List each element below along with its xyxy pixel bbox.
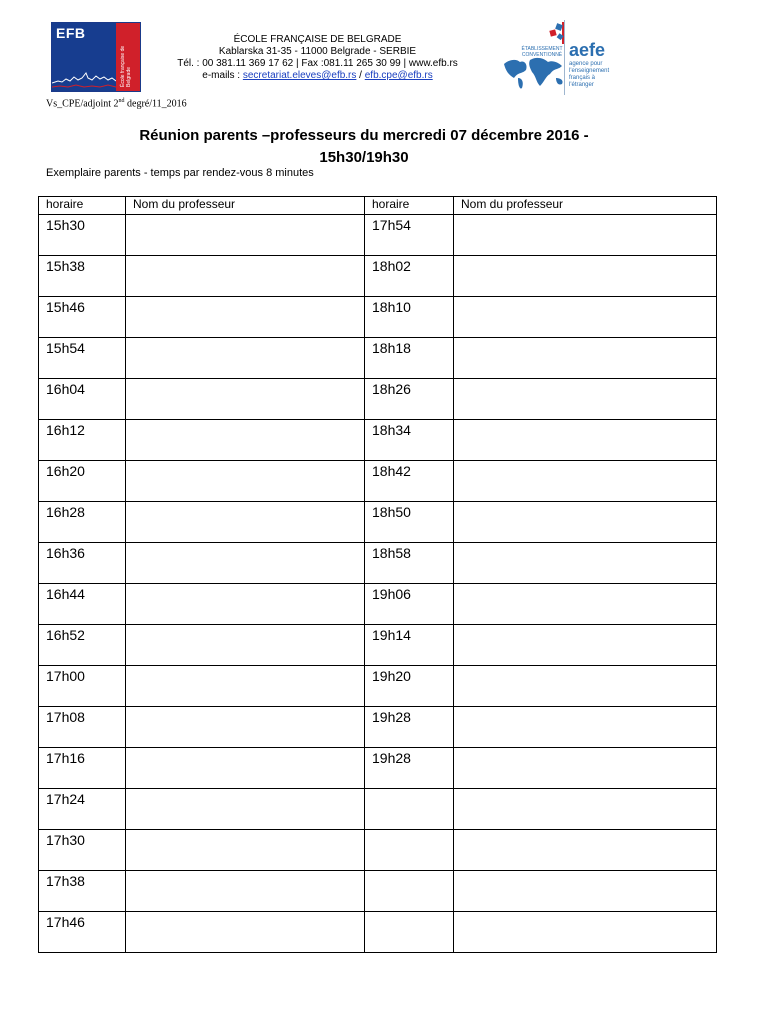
time-cell: 16h20 bbox=[39, 461, 126, 502]
teacher-cell[interactable] bbox=[126, 830, 365, 871]
teacher-cell[interactable] bbox=[126, 215, 365, 256]
teacher-cell[interactable] bbox=[454, 297, 717, 338]
time-cell bbox=[365, 789, 454, 830]
time-cell bbox=[365, 830, 454, 871]
meeting-title-line1: Réunion parents –professeurs du mercredi 07 décembre 2016 - bbox=[139, 127, 589, 144]
table-row bbox=[39, 584, 717, 625]
teacher-cell[interactable] bbox=[454, 625, 717, 666]
aefe-wordmark: aefe bbox=[569, 40, 606, 60]
teacher-cell[interactable] bbox=[454, 543, 717, 584]
meeting-title bbox=[40, 125, 688, 169]
time-cell: 18h34 bbox=[365, 420, 454, 461]
time-cell: 15h38 bbox=[39, 256, 126, 297]
header-horaire-right: horaire bbox=[365, 197, 454, 215]
time-cell: 17h00 bbox=[39, 666, 126, 707]
teacher-cell[interactable] bbox=[126, 584, 365, 625]
teacher-cell[interactable] bbox=[126, 625, 365, 666]
ref-part2: degré/11_2016 bbox=[124, 98, 187, 110]
document-reference bbox=[46, 98, 187, 109]
time-cell: 18h26 bbox=[365, 379, 454, 420]
teacher-cell[interactable] bbox=[126, 420, 365, 461]
table-row bbox=[39, 830, 717, 871]
teacher-cell[interactable] bbox=[454, 256, 717, 297]
header-professeur-right: Nom du professeur bbox=[454, 197, 717, 215]
time-cell: 17h08 bbox=[39, 707, 126, 748]
teacher-cell[interactable] bbox=[454, 379, 717, 420]
ref-part1: Vs_CPE/adjoint 2 bbox=[46, 98, 119, 110]
time-cell: 16h12 bbox=[39, 420, 126, 461]
table-row bbox=[39, 789, 717, 830]
efb-logo-side-text: École française de Belgrade bbox=[120, 45, 132, 87]
teacher-cell[interactable] bbox=[126, 871, 365, 912]
teacher-cell[interactable] bbox=[126, 666, 365, 707]
table-row bbox=[39, 502, 717, 543]
meeting-subtitle: Exemplaire parents - temps par rendez-vous 8 minutes bbox=[46, 167, 314, 179]
teacher-cell[interactable] bbox=[454, 584, 717, 625]
belgrade-skyline-icon bbox=[52, 61, 116, 91]
header-professeur-left: Nom du professeur bbox=[126, 197, 365, 215]
table-row bbox=[39, 625, 717, 666]
time-cell: 16h36 bbox=[39, 543, 126, 584]
meeting-title-line2: 15h30/19h30 bbox=[319, 149, 409, 166]
teacher-cell[interactable] bbox=[454, 912, 717, 953]
table-row bbox=[39, 461, 717, 502]
teacher-cell[interactable] bbox=[126, 912, 365, 953]
table-row bbox=[39, 297, 717, 338]
school-emails bbox=[160, 70, 475, 82]
time-cell: 18h50 bbox=[365, 502, 454, 543]
time-cell: 16h52 bbox=[39, 625, 126, 666]
table-row bbox=[39, 707, 717, 748]
time-cell: 19h28 bbox=[365, 748, 454, 789]
table-row bbox=[39, 420, 717, 461]
teacher-cell[interactable] bbox=[454, 502, 717, 543]
time-cell: 17h38 bbox=[39, 871, 126, 912]
teacher-cell[interactable] bbox=[454, 789, 717, 830]
teacher-cell[interactable] bbox=[126, 297, 365, 338]
teacher-cell[interactable] bbox=[454, 461, 717, 502]
time-cell: 18h18 bbox=[365, 338, 454, 379]
time-cell: 16h28 bbox=[39, 502, 126, 543]
teacher-cell[interactable] bbox=[454, 420, 717, 461]
schedule-table bbox=[38, 196, 717, 953]
time-cell: 17h46 bbox=[39, 912, 126, 953]
header-horaire-left: horaire bbox=[39, 197, 126, 215]
efb-logo-text: EFB bbox=[56, 25, 86, 41]
teacher-cell[interactable] bbox=[126, 338, 365, 379]
time-cell: 17h24 bbox=[39, 789, 126, 830]
time-cell: 16h04 bbox=[39, 379, 126, 420]
school-address: Kablarska 31-35 - 11000 Belgrade - SERBIE bbox=[218, 46, 417, 57]
table-row bbox=[39, 379, 717, 420]
time-cell: 19h06 bbox=[365, 584, 454, 625]
teacher-cell[interactable] bbox=[454, 666, 717, 707]
time-cell: 17h54 bbox=[365, 215, 454, 256]
teacher-cell[interactable] bbox=[454, 830, 717, 871]
emails-label: e-mails : bbox=[202, 70, 241, 81]
time-cell: 19h28 bbox=[365, 707, 454, 748]
teacher-cell[interactable] bbox=[126, 789, 365, 830]
email-separator: / bbox=[359, 70, 362, 81]
time-cell: 15h30 bbox=[39, 215, 126, 256]
table-row bbox=[39, 871, 717, 912]
table-row bbox=[39, 215, 717, 256]
table-row bbox=[39, 748, 717, 789]
school-contact: Tél. : 00 381.11 369 17 62 | Fax :081.11 265 30 99 | www.efb.rs bbox=[177, 58, 458, 69]
table-row bbox=[39, 256, 717, 297]
school-address-block bbox=[160, 34, 475, 82]
aefe-subtitle: agence pour l'enseignement français à l'étranger bbox=[569, 61, 610, 88]
etablissement-conventionne-label: ÉTABLISSEMENT CONVENTIONNÉ bbox=[521, 46, 563, 58]
teacher-cell[interactable] bbox=[126, 256, 365, 297]
teacher-cell[interactable] bbox=[126, 379, 365, 420]
email-link-cpe[interactable]: efb.cpe@efb.rs bbox=[364, 70, 433, 81]
table-row bbox=[39, 912, 717, 953]
time-cell: 18h58 bbox=[365, 543, 454, 584]
teacher-cell[interactable] bbox=[126, 543, 365, 584]
time-cell: 15h54 bbox=[39, 338, 126, 379]
teacher-cell[interactable] bbox=[454, 707, 717, 748]
ref-superscript: nd bbox=[118, 98, 125, 104]
teacher-cell[interactable] bbox=[126, 707, 365, 748]
time-cell: 15h46 bbox=[39, 297, 126, 338]
school-name: ÉCOLE FRANÇAISE DE BELGRADE bbox=[233, 34, 402, 45]
time-cell: 19h14 bbox=[365, 625, 454, 666]
time-cell: 16h44 bbox=[39, 584, 126, 625]
time-cell: 18h10 bbox=[365, 297, 454, 338]
time-cell: 19h20 bbox=[365, 666, 454, 707]
time-cell bbox=[365, 912, 454, 953]
time-cell bbox=[365, 871, 454, 912]
teacher-cell[interactable] bbox=[454, 215, 717, 256]
time-cell: 18h02 bbox=[365, 256, 454, 297]
time-cell: 17h16 bbox=[39, 748, 126, 789]
teacher-cell[interactable] bbox=[454, 871, 717, 912]
table-row bbox=[39, 543, 717, 584]
teacher-cell[interactable] bbox=[126, 502, 365, 543]
teacher-cell[interactable] bbox=[454, 748, 717, 789]
time-cell: 18h42 bbox=[365, 461, 454, 502]
efb-logo bbox=[51, 22, 141, 92]
table-row bbox=[39, 338, 717, 379]
schedule-header-row bbox=[39, 197, 717, 215]
teacher-cell[interactable] bbox=[126, 748, 365, 789]
teacher-cell[interactable] bbox=[126, 461, 365, 502]
email-link-secretariat[interactable]: secretariat.eleves@efb.rs bbox=[242, 70, 357, 81]
teacher-cell[interactable] bbox=[454, 338, 717, 379]
time-cell: 17h30 bbox=[39, 830, 126, 871]
efb-logo-blue-panel bbox=[52, 23, 116, 91]
table-row bbox=[39, 666, 717, 707]
